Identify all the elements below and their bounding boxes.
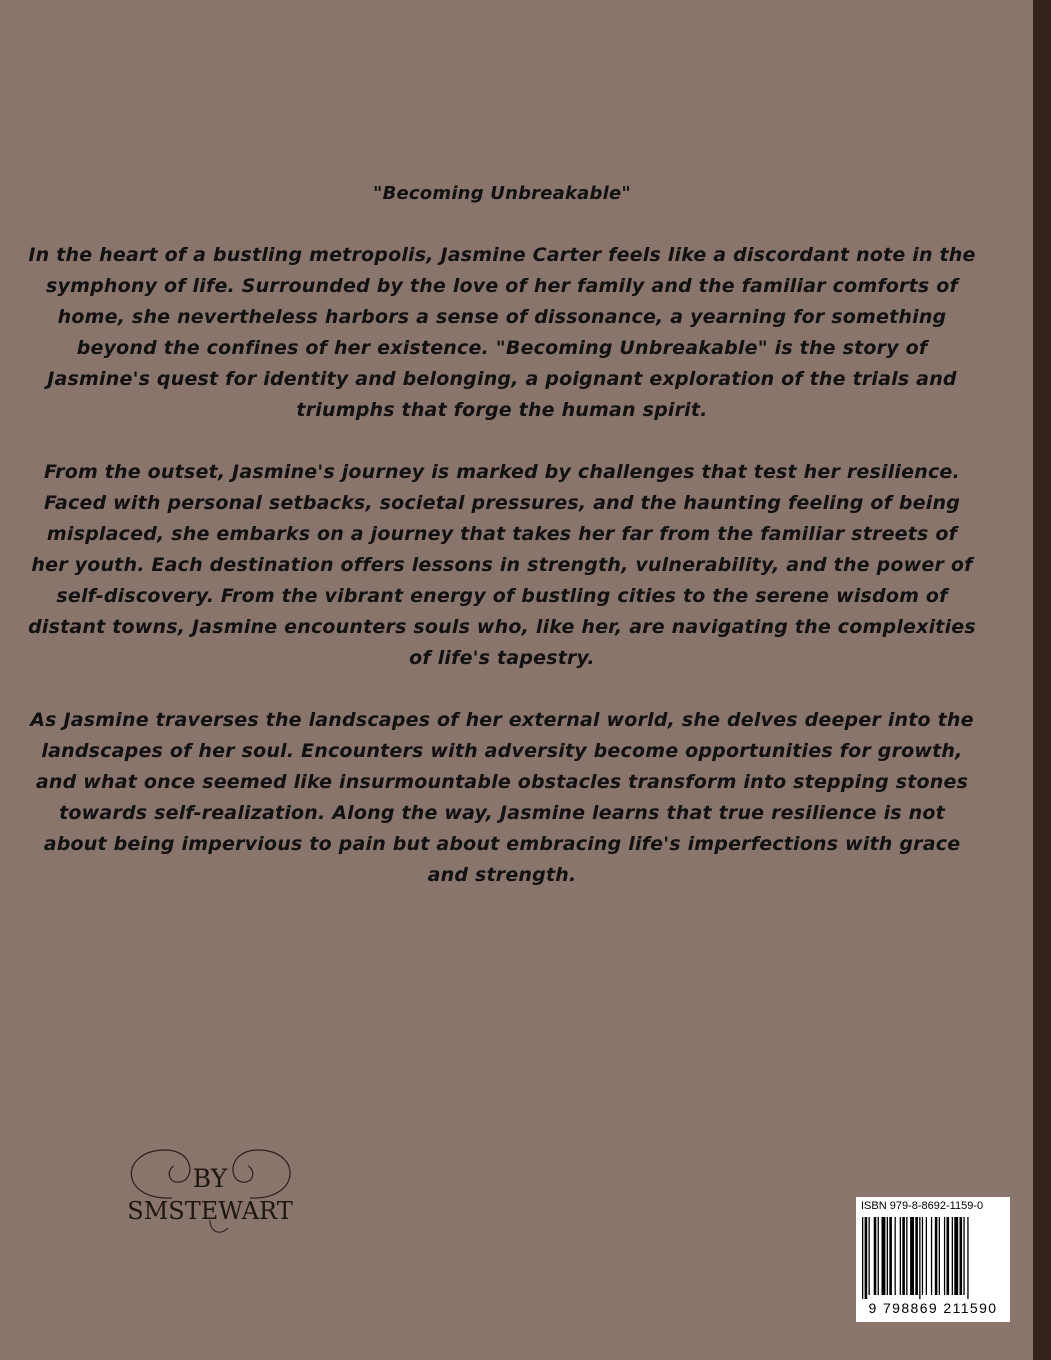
back-cover-blurb <box>28 178 976 922</box>
barcode-bars <box>860 1217 1006 1299</box>
blurb-paragraph-2: From the outset, Jasmine's journey is marked by challenges that test her resilience. Faced with personal setbacks, societal pressures, and the haunting feeling of being misplaced, she embarks on a journey that takes her far from the familiar streets of her youth. Each destination offers lessons in strength, vulnerability, and the power of self-discovery. From the vibrant energy of bustling cities to the serene wisdom of distant towns, Jasmine encounters souls who, like her, are navigating the complexities of life's tapestry. <box>28 461 976 669</box>
book-spine-edge <box>1033 0 1051 1360</box>
blurb-paragraph-1: In the heart of a bustling metropolis, Jasmine Carter feels like a discordant note in the symphony of life. Surrounded by the love of her family and the familiar comforts of home, she nevertheless harbors a sense of dissonance, a yearning for something beyond the confines of her existence. "Becoming Unbreakable" is the story of Jasmine's quest for identity and belonging, a poignant exploration of the trials and triumphs that forge the human spirit. <box>28 244 976 421</box>
isbn-label: ISBN 979-8-8692-1159-0 <box>861 1200 984 1212</box>
author-logo <box>110 1140 310 1240</box>
barcode-digits: 9 798869 211590 <box>868 1300 998 1316</box>
isbn-barcode <box>856 1197 1010 1322</box>
blurb-title: "Becoming Unbreakable" <box>373 183 631 204</box>
logo-author-name: SMSTEWART <box>127 1197 293 1225</box>
logo-by-text: BY <box>192 1164 228 1193</box>
blurb-paragraph-3: As Jasmine traverses the landscapes of her external world, she delves deeper into the landscapes of her soul. Encounters with adversity become opportunities for growth, and what once seemed like insurmountable obstacles transform into stepping stones towards self-realization. Along the way, Jasmine learns that true resilience is not about being impervious to pain but about embracing life's imperfections with grace and strength. <box>30 709 974 886</box>
